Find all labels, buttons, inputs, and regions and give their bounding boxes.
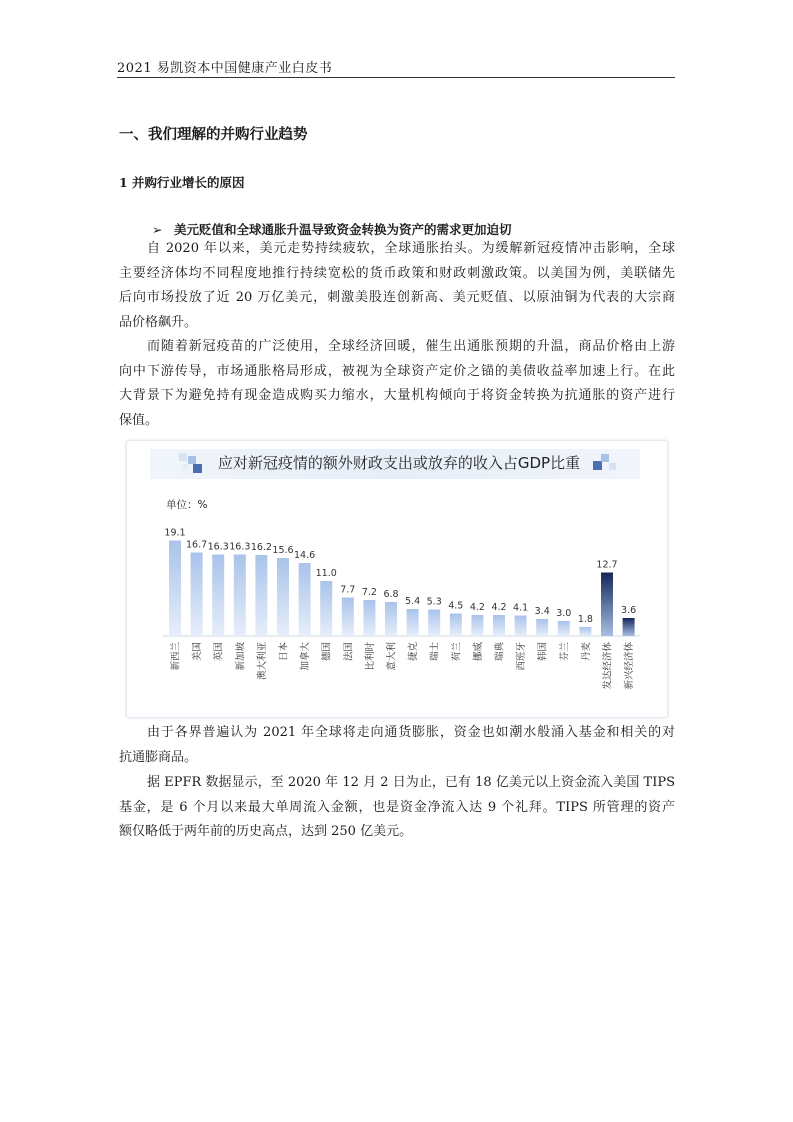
category-label: 比利时 bbox=[364, 642, 376, 671]
value-label: 3.6 bbox=[621, 605, 637, 616]
bar-加拿大 bbox=[299, 563, 311, 636]
value-label: 7.7 bbox=[340, 584, 356, 596]
document-header: 2021 易凯资本中国健康产业白皮书 bbox=[117, 61, 333, 76]
paragraph-3 bbox=[119, 721, 675, 770]
category-label: 捷克 bbox=[408, 642, 420, 662]
value-label: 4.5 bbox=[448, 600, 464, 612]
chart-unit-label: 单位：% bbox=[166, 499, 208, 511]
paragraph-line: 而随着新冠疫苗的广泛使用，全球经济回暖，催生出通胀预期的升温，商品价格由上游 bbox=[147, 339, 675, 354]
category-label: 瑞典 bbox=[494, 642, 506, 662]
value-label: 3.0 bbox=[556, 608, 572, 619]
bar-法国 bbox=[342, 598, 354, 637]
paragraph-line: 额仅略低于两年前的历史高点，达到 250 亿美元。 bbox=[119, 824, 413, 839]
chart-title: 应对新冠疫情的额外财政支出或放弃的收入占GDP比重 bbox=[217, 454, 581, 472]
value-label: 19.1 bbox=[164, 527, 186, 539]
category-label: 加拿大 bbox=[300, 642, 312, 671]
value-label: 7.2 bbox=[361, 587, 377, 598]
paragraph-line: 向中下游传导，市场通胀格局形成，被视为全球资产定价之锚的美债收益率加速上行。在此 bbox=[119, 363, 675, 379]
category-label: 英国 bbox=[213, 642, 225, 662]
category-label: 日本 bbox=[278, 642, 290, 662]
value-label: 4.1 bbox=[513, 602, 529, 614]
category-label: 新加坡 bbox=[235, 642, 247, 671]
bar-新兴经济体 bbox=[623, 618, 635, 636]
category-label: 丹麦 bbox=[580, 642, 592, 662]
bar-比利时 bbox=[363, 600, 375, 636]
bullet-heading-text: 美元贬值和全球通胀升温导致资金转换为资产的需求更加迫切 bbox=[174, 222, 512, 237]
bar-瑞士 bbox=[428, 610, 440, 637]
category-label: 西班牙 bbox=[516, 642, 528, 671]
value-label: 4.2 bbox=[469, 602, 485, 613]
bar-日本 bbox=[277, 558, 289, 636]
subsection-heading: 1 并购行业增长的原因 bbox=[119, 175, 245, 190]
bar-英国 bbox=[212, 555, 224, 637]
paragraph-line: 据 EPFR 数据显示，至 2020 年 12 月 2 日为止，已有 18 亿美元以上资金流入美国 TIPS bbox=[147, 775, 675, 790]
bar-芬兰 bbox=[558, 621, 570, 636]
paragraph-line: 自 2020 年以来，美元走势持续疲软，全球通胀抬头。为缓解新冠疫情冲击影响，全球 bbox=[147, 241, 675, 256]
bar-澳大利亚 bbox=[255, 555, 267, 636]
category-label: 韩国 bbox=[537, 642, 549, 662]
category-label: 新西兰 bbox=[170, 642, 182, 671]
paragraph-line: 保值。 bbox=[119, 412, 159, 428]
value-label: 16.3 bbox=[229, 541, 251, 553]
value-label: 14.6 bbox=[294, 550, 316, 561]
paragraph-4 bbox=[119, 771, 675, 845]
bar-意大利 bbox=[385, 602, 397, 636]
paragraph-line: 基金，是 6 个月以来最大单周流入金额，也是资金净流入达 9 个礼拜。TIPS 所管理的资产 bbox=[119, 799, 675, 815]
paragraph-line: 抗通膨商品。 bbox=[119, 749, 198, 765]
bar-西班牙 bbox=[515, 616, 527, 637]
value-label: 1.8 bbox=[577, 614, 593, 625]
value-label: 16.7 bbox=[186, 539, 208, 551]
paragraph-line: 由于各界普遍认为 2021 年全球将走向通货膨胀，资金也如潮水般涌入基金和相关的对 bbox=[147, 725, 675, 740]
section-heading: 一、我们理解的并购行业趋势 bbox=[119, 126, 308, 143]
value-label: 12.7 bbox=[596, 559, 618, 571]
paragraph-line: 品价格飙升。 bbox=[119, 314, 198, 330]
bar-韩国 bbox=[536, 619, 548, 636]
bar-丹麦 bbox=[579, 627, 591, 636]
category-label: 瑞士 bbox=[429, 642, 441, 662]
bar-美国 bbox=[191, 553, 203, 637]
bar-新加坡 bbox=[234, 555, 246, 637]
value-label: 16.3 bbox=[207, 541, 229, 553]
bar-瑞典 bbox=[493, 615, 505, 636]
category-label: 法国 bbox=[343, 642, 355, 662]
value-label: 15.6 bbox=[272, 545, 294, 556]
value-label: 6.8 bbox=[383, 589, 399, 600]
value-label: 5.3 bbox=[426, 596, 442, 608]
category-label: 挪威 bbox=[472, 642, 484, 662]
bar-荷兰 bbox=[450, 614, 462, 637]
value-label: 5.4 bbox=[405, 596, 421, 607]
value-label: 16.2 bbox=[250, 542, 272, 553]
category-label: 芬兰 bbox=[559, 642, 571, 662]
paragraph-line: 大背景下为避免持有现金造成购买力缩水，大量机构倾向于将资金转换为抗通胀的资产进行 bbox=[119, 388, 675, 403]
category-label: 澳大利亚 bbox=[256, 642, 268, 681]
paragraph-line: 后向市场投放了近 20 万亿美元，刺激美股连创新高、美元贬值、以原油铜为代表的大宗商 bbox=[119, 290, 675, 305]
value-label: 4.2 bbox=[491, 602, 507, 613]
value-label: 3.4 bbox=[534, 606, 550, 617]
category-label: 新兴经济体 bbox=[624, 642, 636, 690]
bar-德国 bbox=[320, 581, 332, 636]
arrow-bullet-icon: ➢ bbox=[152, 222, 163, 237]
bar-挪威 bbox=[471, 615, 483, 636]
value-label: 11.0 bbox=[315, 568, 337, 579]
category-label: 美国 bbox=[192, 642, 204, 662]
bar-发达经济体 bbox=[601, 573, 613, 637]
category-label: 发达经济体 bbox=[602, 642, 614, 690]
paragraph-line: 主要经济体均不同程度地推行持续宽松的货币政策和财政刺激政策。以美国为例，美联储先 bbox=[119, 265, 675, 281]
bar-捷克 bbox=[407, 609, 419, 636]
category-label: 德国 bbox=[321, 642, 333, 662]
category-label: 荷兰 bbox=[451, 642, 463, 662]
bar-新西兰 bbox=[169, 541, 181, 637]
category-label: 意大利 bbox=[386, 642, 398, 671]
